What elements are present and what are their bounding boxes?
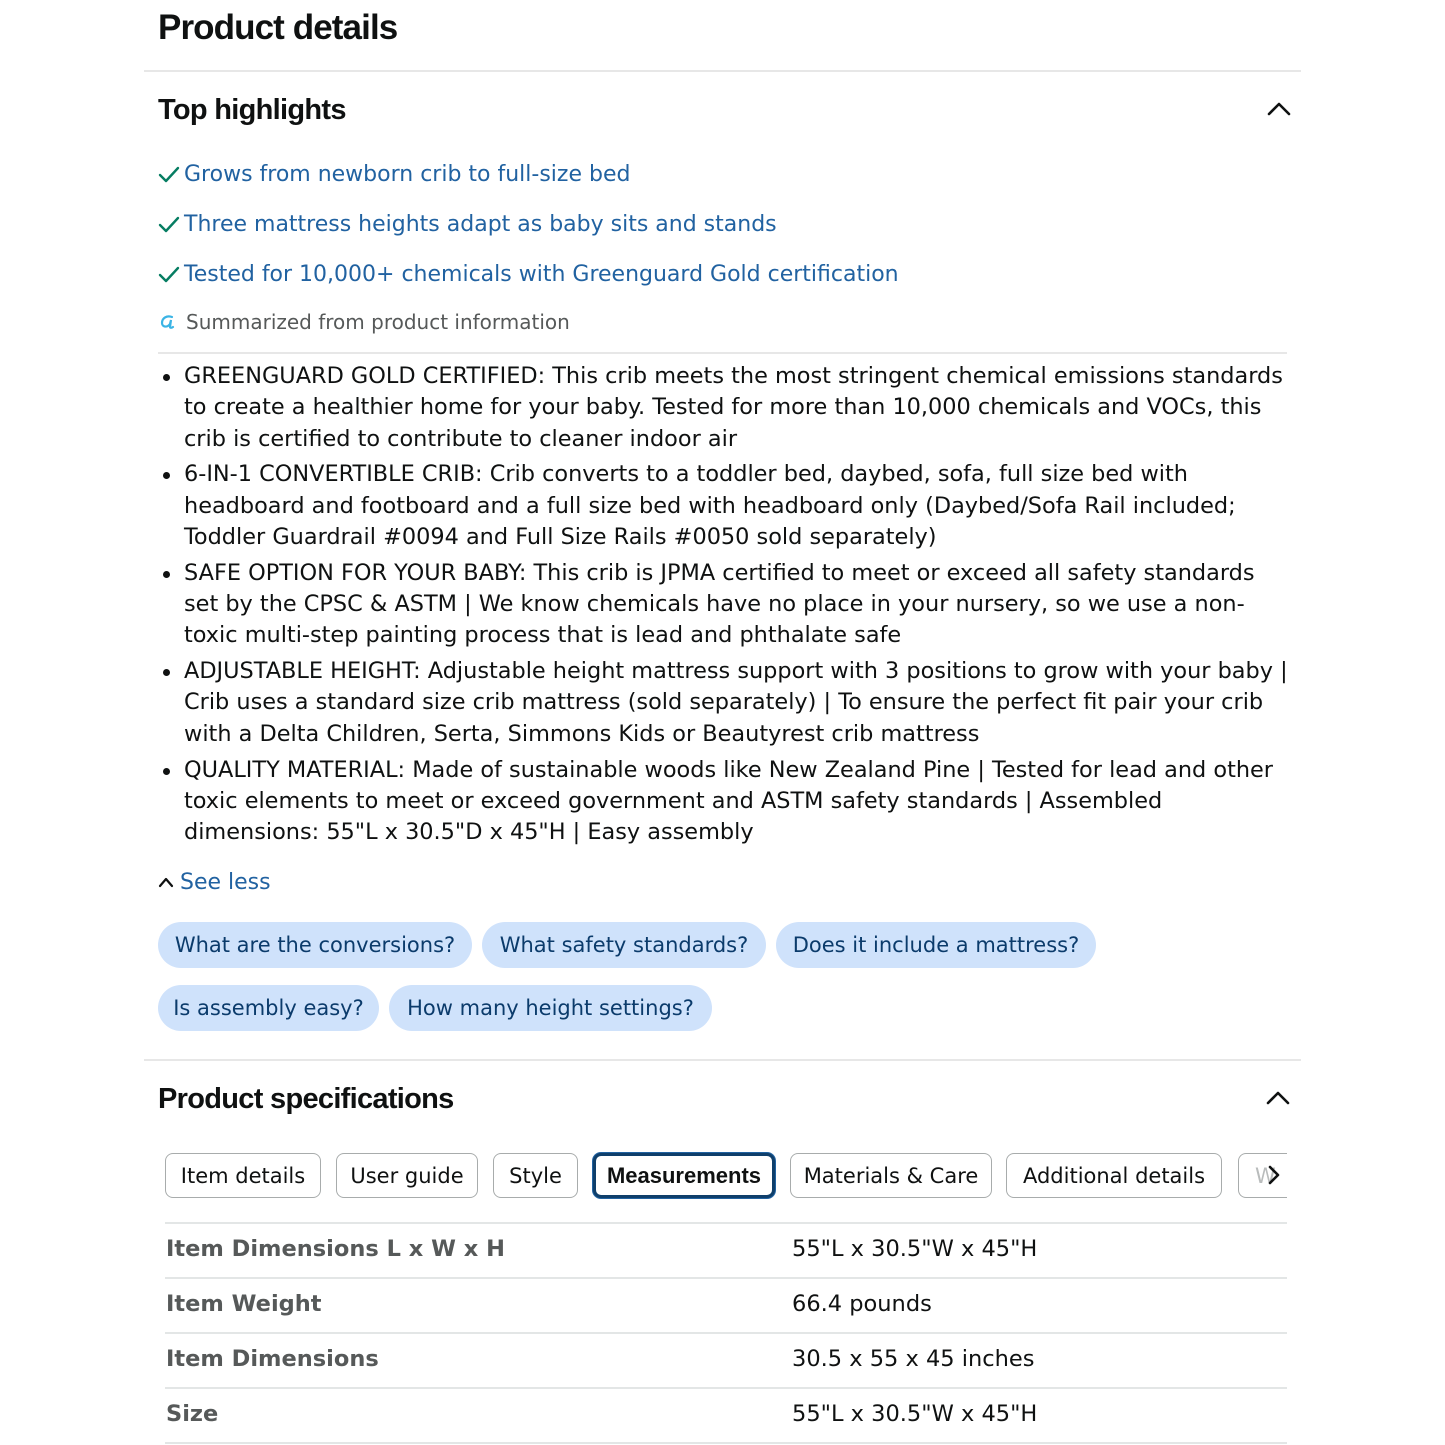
highlight-item — [158, 158, 630, 190]
bullet-text: GREENGUARD GOLD CERTIFIED: This crib meets the most stringent chemical emissions standards to create a healthier home for your baby. Tested for more than 10,000 chemicals and VOCs, this crib is certified to contribute to cleaner indoor air — [184, 363, 1283, 452]
feature-bullet — [158, 755, 1293, 849]
question-chip[interactable]: How many height settings? — [389, 985, 712, 1031]
feature-bullets — [158, 361, 1293, 853]
divider — [158, 352, 1287, 354]
page-title: Product details — [158, 8, 398, 47]
check-icon — [158, 215, 180, 233]
bullet-text: QUALITY MATERIAL: Made of sustainable woods like New Zealand Pine | Tested for lead and other toxic elements to meet or exceed government and ASTM safety standards | Assembled dimensions: 55"L x 30.5"D x 45"H | Easy assembly — [184, 756, 1274, 846]
question-chip[interactable]: What safety standards? — [482, 922, 766, 968]
question-chip[interactable]: Does it include a mattress? — [776, 922, 1096, 968]
bullet-text: 6-IN-1 CONVERTIBLE CRIB: Crib converts to a toddler bed, daybed, sofa, full size bed with headboard and footboard and a full size bed with headboard only (Daybed/Sofa Rail included; Toddler Guardrail #0094 and Full Size Rails #0050 sold separately) — [184, 461, 1236, 550]
highlight-item — [158, 258, 899, 290]
highlight-text: Tested for 10,000+ chemicals with Greenguard Gold certification — [184, 261, 899, 287]
bullet-dot — [163, 571, 170, 578]
feature-bullet — [158, 361, 1293, 455]
highlight-text: Three mattress heights adapt as baby sits and stands — [184, 211, 777, 237]
spec-label: Item Dimensions L x W x H — [166, 1236, 505, 1262]
feature-bullet — [158, 558, 1293, 652]
divider — [144, 70, 1301, 72]
question-chip[interactable]: What are the conversions? — [158, 922, 472, 968]
see-less-link[interactable] — [158, 866, 271, 898]
tab-item-details[interactable]: Item details — [165, 1153, 321, 1198]
bullet-dot — [163, 669, 170, 676]
tab-style[interactable]: Style — [493, 1153, 578, 1198]
tab-additional-details[interactable]: Additional details — [1006, 1153, 1222, 1198]
ai-summary-note — [158, 306, 570, 338]
bullet-text: ADJUSTABLE HEIGHT: Adjustable height mattress support with 3 positions to grow with your baby | Crib uses a standard size crib mattress (sold separately) | To ensure the perfect fit pair your crib with a Delta Children, Serta, Simmons Kids or Beautyrest crib mattress — [184, 658, 1288, 747]
collapse-chevron-up-icon[interactable] — [1265, 1088, 1291, 1106]
spec-label: Size — [166, 1401, 219, 1427]
bullet-dot — [163, 768, 170, 775]
spec-value: 66.4 pounds — [792, 1291, 932, 1317]
ai-sparkle-icon — [158, 312, 178, 332]
spec-row — [165, 1279, 1287, 1334]
feature-bullet — [158, 459, 1293, 553]
spec-value: 55"L x 30.5"W x 45"H — [792, 1236, 1038, 1262]
spec-row — [165, 1224, 1287, 1279]
row-divider — [165, 1442, 1287, 1444]
divider — [144, 1059, 1301, 1061]
see-less-label: See less — [180, 869, 271, 895]
question-chip[interactable]: Is assembly easy? — [158, 985, 379, 1031]
product-specifications-heading: Product specifications — [158, 1083, 454, 1115]
highlight-item — [158, 208, 777, 240]
bullet-text: SAFE OPTION FOR YOUR BABY: This crib is JPMA certified to meet or exceed all safety standards set by the CPSC & ASTM | We know chemicals have no place in your nursery, so we use a non-toxic multi-step painting process that is lead and phthalate safe — [184, 559, 1255, 649]
tab-overflow-partial[interactable]: W — [1238, 1153, 1287, 1198]
feature-bullet — [158, 656, 1293, 750]
tab-materials-care[interactable]: Materials & Care — [790, 1153, 992, 1198]
chevron-right-icon[interactable] — [1266, 1163, 1282, 1187]
spec-label: Item Weight — [166, 1291, 322, 1317]
spec-value: 30.5 x 55 x 45 inches — [792, 1346, 1035, 1372]
bullet-dot — [163, 374, 170, 381]
top-highlights-heading: Top highlights — [158, 94, 346, 126]
collapse-chevron-up-icon[interactable] — [1266, 99, 1292, 117]
highlight-text: Grows from newborn crib to full-size bed — [184, 161, 631, 187]
chevron-up-small-icon — [158, 876, 174, 888]
spec-row — [165, 1334, 1287, 1389]
tab-measurements[interactable]: Measurements — [593, 1153, 775, 1198]
spec-value: 55"L x 30.5"W x 45"H — [792, 1401, 1038, 1427]
spec-row — [165, 1389, 1287, 1444]
check-icon — [158, 165, 180, 183]
check-icon — [158, 265, 180, 283]
tab-user-guide[interactable]: User guide — [336, 1153, 478, 1198]
bullet-dot — [163, 472, 170, 479]
ai-note-text: Summarized from product information — [186, 310, 570, 334]
spec-label: Item Dimensions — [166, 1346, 379, 1372]
